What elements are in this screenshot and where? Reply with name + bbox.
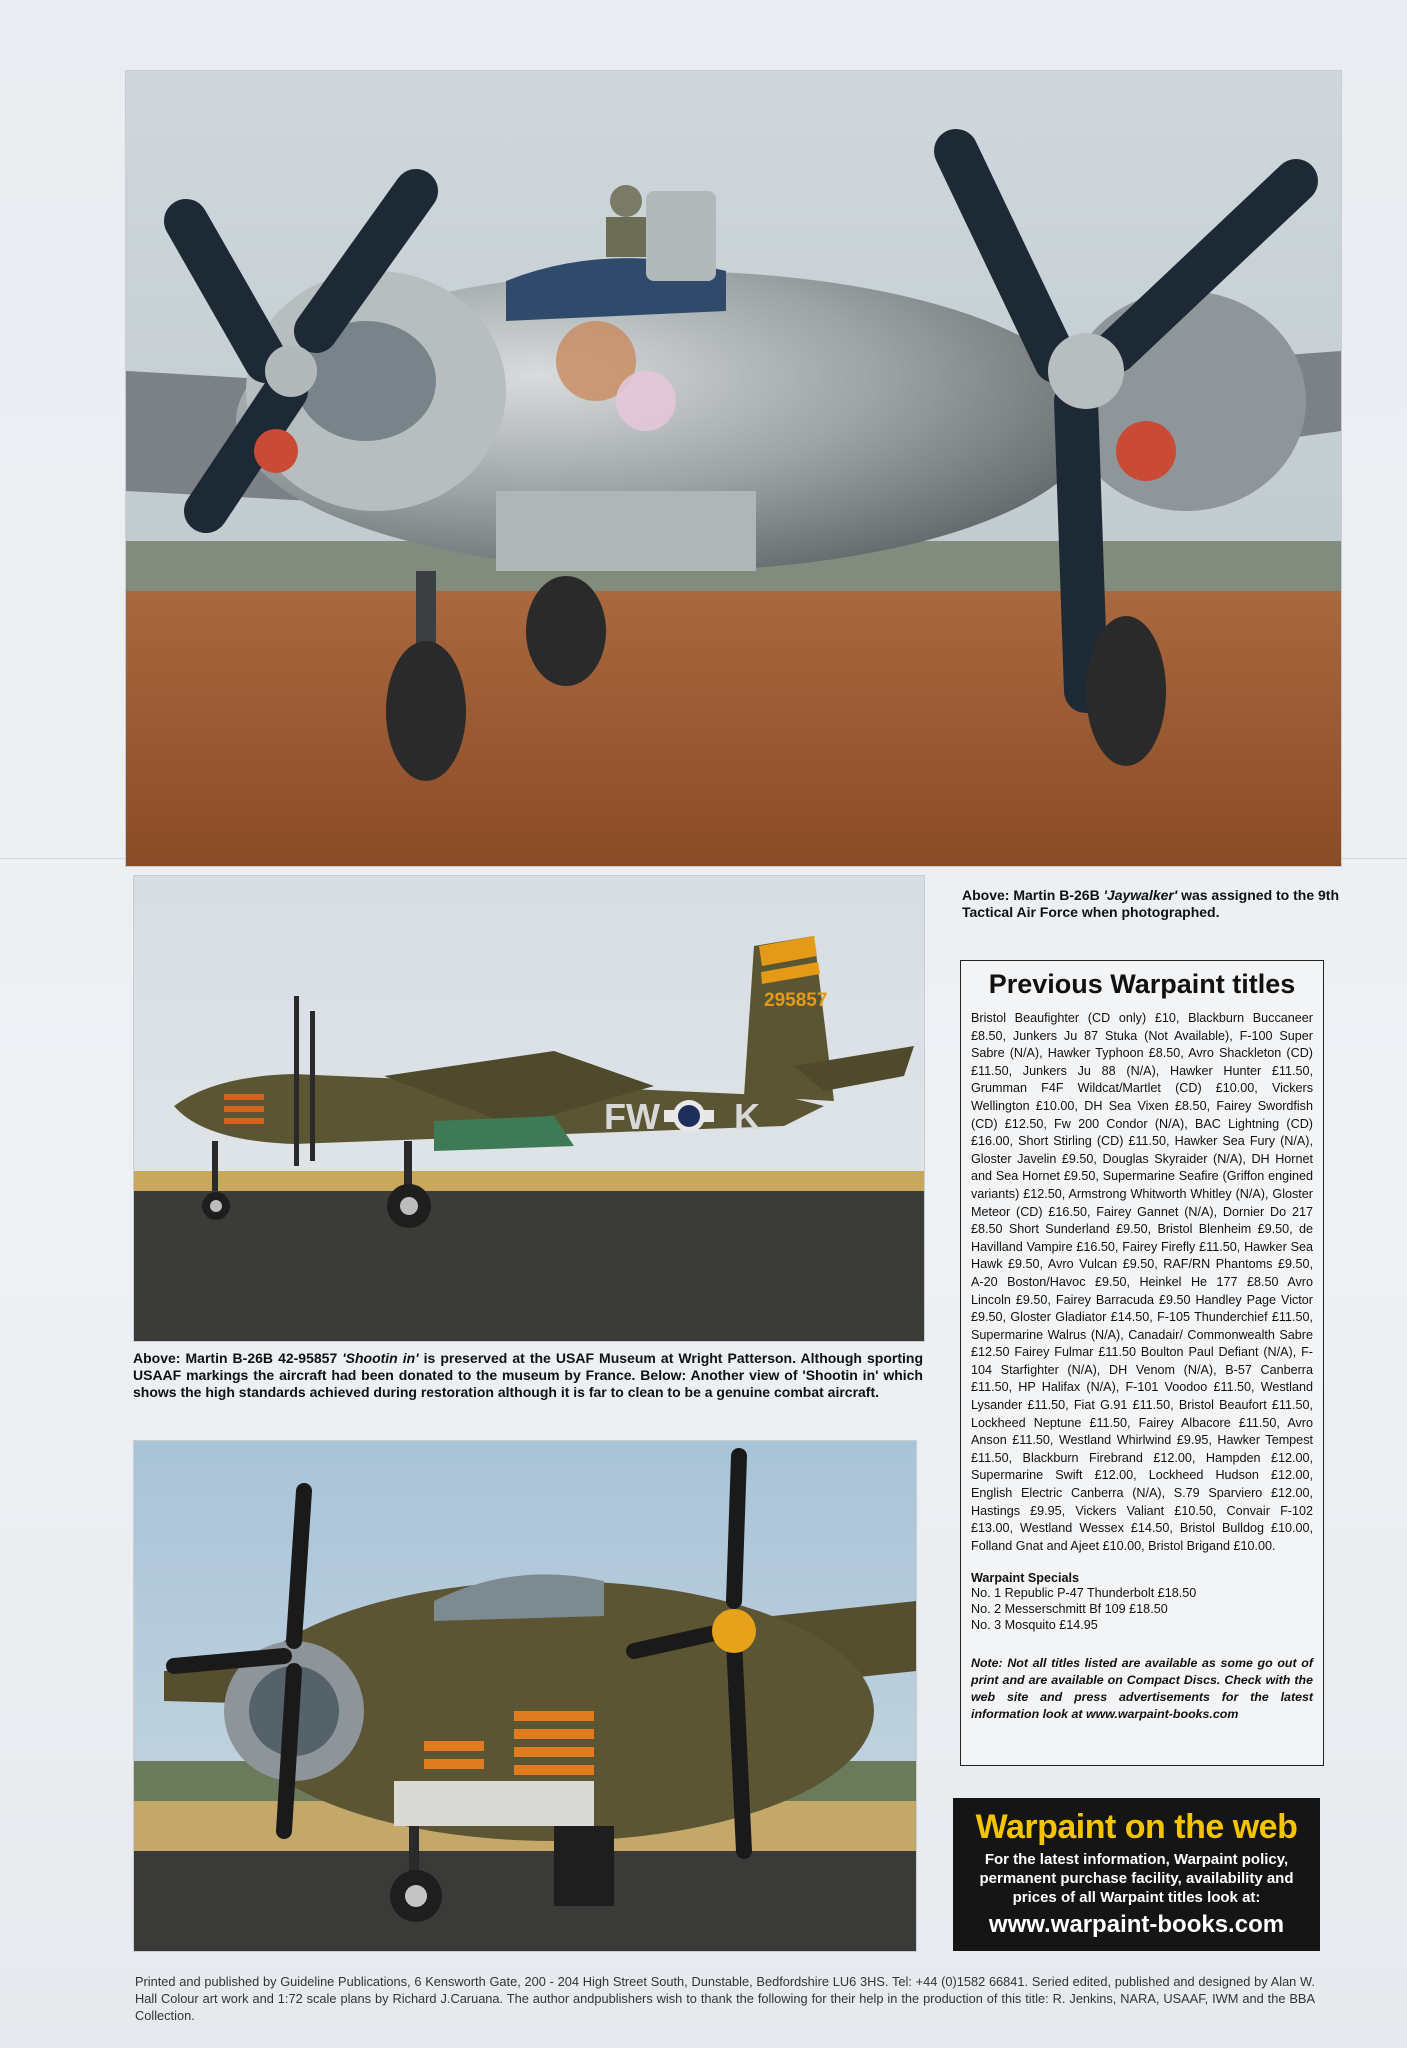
caption-jaywalker [962,887,1342,921]
shootin-in-side-image [134,876,924,1341]
publisher-footer: Printed and published by Guideline Publications, 6 Kensworth Gate, 200 - 204 High Street South, Dunstable, Bedfordshire LU6 3HS. Tel: +44 (0)1582 66841. Seried edited, published and designed by Alan W. Hall Colour art work and 1:72 scale plans by Richard J.Caruana. The author andpublishers wish to thank the following for their help in the production of this title: R. Jenkins, NARA, USAAF, IWM and the BBA Collection. [135,1974,1315,2023]
warpaint-web-box [953,1798,1320,1951]
fuselage-code-left: FW [604,1096,660,1137]
caption-text: was assigned to the 9th Tactical Air Force when photographed. [962,887,1340,920]
aircraft-name: 'Shootin in' [342,1350,419,1366]
web-box-title: Warpaint on the web [975,1808,1298,1846]
caption-shootin-in [133,1350,923,1401]
special-item: No. 2 Messerschmitt Bf 109 £18.50 [971,1602,1168,1617]
caption-text: is preserved at the USAF Museum at Wright Patterson. Although sporting USAAF markings the aircraft had been donated to the museum by France. Below: Another view of 'Shootin in' which shows the high standards achieved during restoration although it is far to clean to be a genuine combat aircraft. [133,1350,923,1400]
shootin-in-front-image [134,1441,916,1951]
previous-titles-heading: Previous Warpaint titles [988,969,1296,999]
availability-note: Note: Not all titles listed are available as some go out of print and are available on Compact Discs. Check with the web site and press advertisements for the latest information look at www.warpaint-books.com [971,1656,1313,1722]
website-link[interactable]: www.warpaint-books.com [988,1911,1285,1938]
jaywalker-aircraft-image [126,71,1341,866]
aircraft-name: 'Jaywalker' [1103,887,1178,903]
photo-shootin-in-front [133,1440,917,1952]
caption-text: Above: Martin B-26B 42-95857 [133,1350,343,1366]
special-item: No. 3 Mosquito £14.95 [971,1618,1098,1633]
specials-heading: Warpaint Specials [971,1571,1080,1586]
tail-serial: 295857 [764,990,828,1011]
photo-shootin-in-side [133,875,925,1342]
previous-titles-list: Bristol Beaufighter (CD only) £10, Blackburn Buccaneer £8.50, Junkers Ju 87 Stuka (Not Available), F-100 Super Sabre (N/A), Hawker Typhoon £8.50, Avro Shackleton (CD) £11.50, Junkers Ju 88 (N/A), Hawker Hunter £11.50, Grumman F4F Wildcat/Martlet (CD) £10.00, Vickers Wellington £10.00, DH Sea Vixen £8.50, Fairey Swordfish (CD) £12.50, Fw 200 Condor (N/A), BAC Lightning (CD) £16.00, Short Stirling (CD) £11.50, Hawker Sea Fury (N/A), Gloster Javelin £9.50, Douglas Skyraider (N/A), DH Hornet and Sea Hornet £9.50, Supermarine Seafire (Griffon engined variants) £12.50, Armstrong Whitworth Whitley (N/A), Gloster Meteor (CD) £16.50, Fairey Gannet (N/A), Dornier Do 217 £8.50 Short Sunderland £9.50, Bristol Blenheim £9.50, de Havilland Vampire £16.50, Fairey Firefly £11.50, Hawker Sea Hawk £9.50, Avro Vulcan £9.50, RAF/RN Phantoms £9.50, A-20 Boston/Havoc £9.50, Heinkel He 177 £8.50 Avro Lincoln £9.50, Fairey Barracuda £9.50 Handley Page Victor £9.50, Gloster Gladiator £14.50, F-105 Thunderchief £11.50, Supermarine Walrus (N/A), Canadair/ Commonwealth Sabre £12.50 Fairey Fulmar £11.50 Boulton Paul Defiant (N/A), F-104 Starfighter (N/A), DH Venom (N/A), B-57 Canberra £11.50, HP Halifax (N/A), F-101 Voodoo £11.50, Westland Lysander £11.50, Fiat G.91 £11.50, Bristol Beaufort £11.50, Lockheed Neptune £11.50, Fairey Albacore £11.50, Avro Anson £11.50, Westland Whirlwind £9.95, Hawker Tempest £11.50, Blackburn Firebrand £12.00, Hampden £12.00, Supermarine Swift £12.00, Lockheed Hudson £12.00, English Electric Canberra (N/A), S.79 Sparviero £12.00, Hastings £9.95, Vickers Valiant £10.50, Convair F-102 £13.00, Westland Wessex £14.50, Bristol Bulldog £10.00, Folland Gnat and Ajeet £10.00, Bristol Brigand £10.00. [971,1011,1313,1553]
fuselage-code-right: K [734,1096,760,1137]
photo-jaywalker [125,70,1342,867]
caption-text: Above: Martin B-26B [962,887,1104,903]
web-box-body: For the latest information, Warpaint policy, permanent purchase facility, availability and prices of all Warpaint titles look at: [979,1851,1294,1906]
special-item: No. 1 Republic P-47 Thunderbolt £18.50 [971,1586,1197,1601]
previous-titles-box [960,960,1324,1766]
